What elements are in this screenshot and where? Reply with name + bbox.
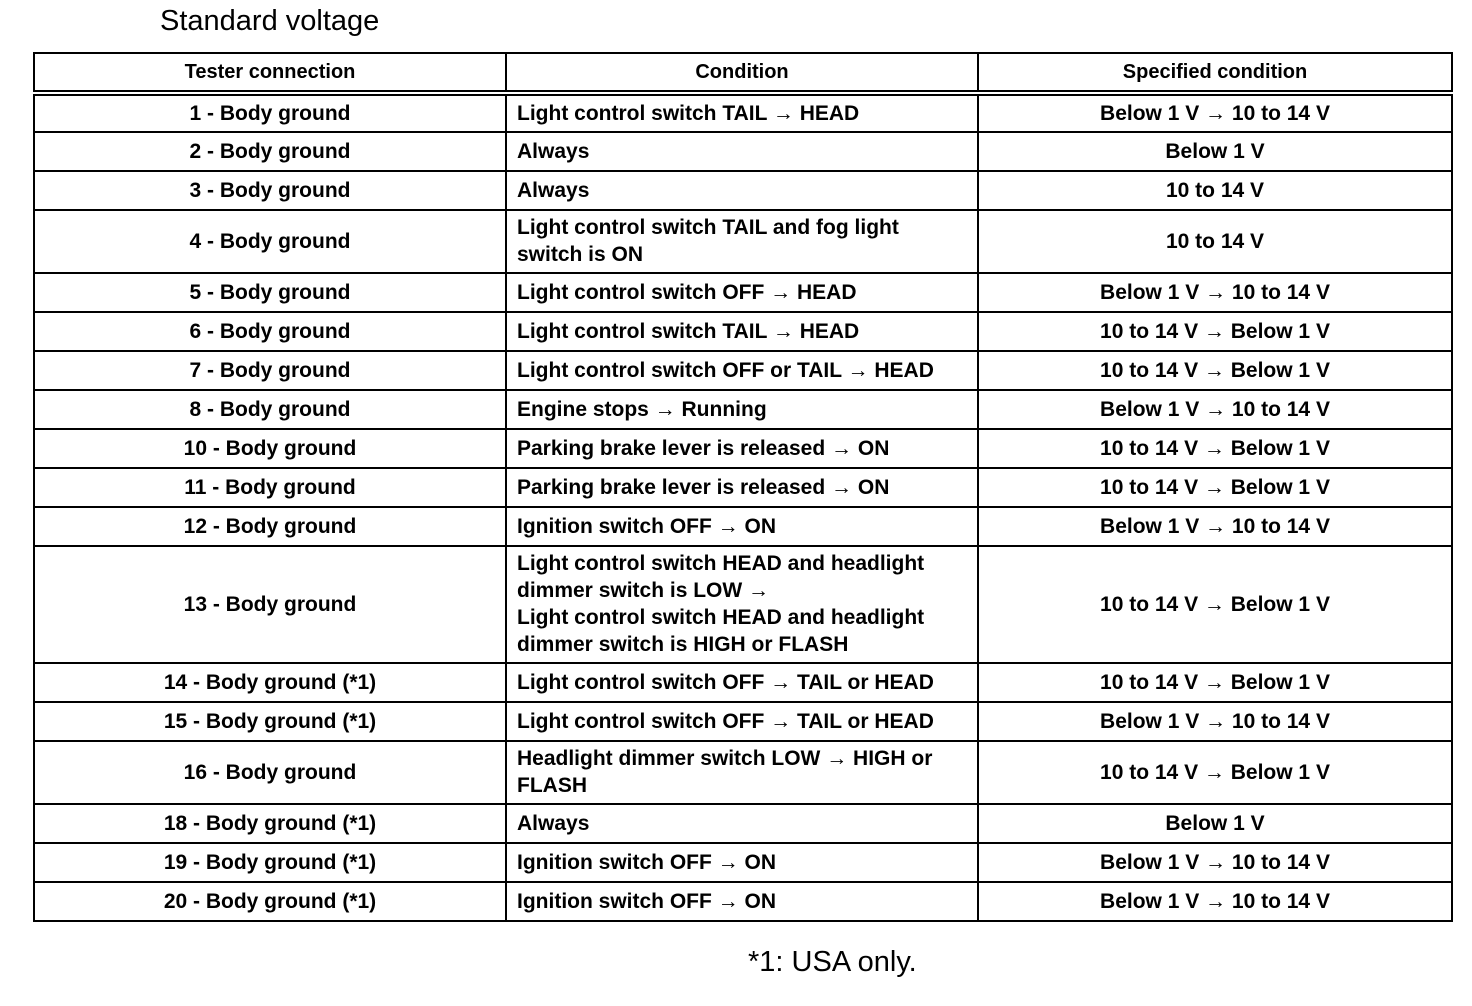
condition-text: Ignition switch OFF → ON: [517, 850, 776, 874]
specified-condition-cell: [978, 702, 1452, 741]
tester-connection-text: 14 - Body ground (*1): [163, 670, 377, 694]
tester-connection-cell: [34, 390, 506, 429]
tester-connection-text: 19 - Body ground (*1): [163, 850, 377, 874]
tester-connection-text: 6 - Body ground: [189, 319, 351, 343]
condition-text: Always: [517, 811, 590, 835]
tester-connection-cell: [34, 132, 506, 171]
standard-voltage-table: [33, 52, 1453, 922]
specified-condition-text: 10 to 14 V: [1165, 178, 1265, 202]
condition-text: Light control switch TAIL → HEAD: [517, 319, 860, 343]
condition-text: Parking brake lever is released → ON: [517, 475, 890, 499]
specified-condition-text: Below 1 V → 10 to 14 V: [1100, 709, 1330, 733]
condition-cell: [506, 390, 978, 429]
tester-connection-text: 12 - Body ground: [183, 514, 357, 538]
specified-condition-text: Below 1 V → 10 to 14 V: [1100, 889, 1330, 913]
condition-cell: [506, 273, 978, 312]
condition-cell: [506, 429, 978, 468]
specified-condition-text: 10 to 14 V → Below 1 V: [1100, 670, 1330, 694]
specified-condition-cell: [978, 663, 1452, 702]
specified-condition-cell: [978, 171, 1452, 210]
specified-condition-text: Below 1 V → 10 to 14 V: [1100, 850, 1330, 874]
specified-condition-text: 10 to 14 V → Below 1 V: [1100, 358, 1330, 382]
tester-connection-text: 10 - Body ground: [183, 436, 357, 460]
specified-condition-cell: [978, 312, 1452, 351]
condition-cell: [506, 312, 978, 351]
table-row: [34, 507, 1452, 546]
specified-condition-cell: [978, 429, 1452, 468]
specified-condition-text: 10 to 14 V → Below 1 V: [1100, 436, 1330, 460]
table-row: [34, 741, 1452, 804]
specified-condition-text: 10 to 14 V → Below 1 V: [1100, 592, 1330, 616]
specified-condition-text: 10 to 14 V → Below 1 V: [1100, 760, 1330, 784]
specified-condition-text: Below 1 V: [1165, 139, 1265, 163]
condition-text: Engine stops → Running: [517, 397, 767, 421]
specified-condition-cell: [978, 210, 1452, 273]
tester-connection-cell: [34, 507, 506, 546]
condition-cell: [506, 882, 978, 921]
page-title: Standard voltage: [160, 5, 380, 37]
tester-connection-text: 4 - Body ground: [189, 229, 351, 253]
table-row: [34, 351, 1452, 390]
specified-condition-text: 10 to 14 V → Below 1 V: [1100, 319, 1330, 343]
table-row: [34, 702, 1452, 741]
condition-text: Ignition switch OFF → ON: [517, 889, 776, 913]
tester-connection-text: 11 - Body ground: [184, 475, 356, 499]
condition-text: Light control switch HEAD and headlight dimmer switch is LOW → Light control switch HEAD and headlight dimmer switch is HIGH or FLASH: [517, 552, 925, 656]
table-row: [34, 429, 1452, 468]
table-row: [34, 132, 1452, 171]
tester-connection-cell: [34, 273, 506, 312]
table-body: [34, 93, 1452, 921]
condition-text: Headlight dimmer switch LOW → HIGH or FLASH: [517, 747, 933, 797]
tester-connection-cell: [34, 702, 506, 741]
table-row: [34, 804, 1452, 843]
specified-condition-cell: [978, 882, 1452, 921]
tester-connection-text: 16 - Body ground: [183, 760, 357, 784]
tester-connection-text: 1 - Body ground: [189, 101, 351, 125]
condition-text: Parking brake lever is released → ON: [517, 436, 890, 460]
specified-condition-cell: [978, 843, 1452, 882]
footnote: *1: USA only.: [748, 946, 917, 978]
condition-text: Light control switch OFF → TAIL or HEAD: [517, 709, 934, 733]
table-row: [34, 468, 1452, 507]
specified-condition-cell: [978, 741, 1452, 804]
specified-condition-cell: [978, 804, 1452, 843]
tester-connection-text: 5 - Body ground: [189, 280, 351, 304]
condition-text: Light control switch TAIL and fog light switch is ON: [517, 216, 899, 266]
header-condition: Condition: [506, 53, 978, 93]
table-row: [34, 882, 1452, 921]
condition-cell: [506, 702, 978, 741]
condition-cell: [506, 93, 978, 132]
table-row: [34, 312, 1452, 351]
tester-connection-text: 3 - Body ground: [189, 178, 351, 202]
tester-connection-cell: [34, 429, 506, 468]
specified-condition-text: Below 1 V → 10 to 14 V: [1100, 397, 1330, 421]
tester-connection-cell: [34, 663, 506, 702]
condition-cell: [506, 663, 978, 702]
header-tester-connection: Tester connection: [34, 53, 506, 93]
header-row: [34, 53, 1452, 93]
tester-connection-cell: [34, 312, 506, 351]
specified-condition-text: 10 to 14 V → Below 1 V: [1100, 475, 1330, 499]
tester-connection-cell: [34, 546, 506, 663]
specified-condition-text: Below 1 V → 10 to 14 V: [1100, 514, 1330, 538]
condition-text: Light control switch TAIL → HEAD: [517, 101, 860, 125]
condition-text: Light control switch OFF → TAIL or HEAD: [517, 670, 934, 694]
tester-connection-cell: [34, 882, 506, 921]
specified-condition-text: Below 1 V → 10 to 14 V: [1100, 101, 1330, 125]
tester-connection-cell: [34, 804, 506, 843]
table-row: [34, 210, 1452, 273]
tester-connection-cell: [34, 351, 506, 390]
specified-condition-cell: [978, 93, 1452, 132]
condition-cell: [506, 351, 978, 390]
specified-condition-cell: [978, 507, 1452, 546]
specified-condition-text: Below 1 V → 10 to 14 V: [1100, 280, 1330, 304]
tester-connection-text: 13 - Body ground: [183, 592, 357, 616]
table-row: [34, 390, 1452, 429]
table-row: [34, 843, 1452, 882]
tester-connection-text: 2 - Body ground: [189, 139, 351, 163]
condition-text: Always: [517, 139, 590, 163]
tester-connection-text: 15 - Body ground (*1): [163, 709, 377, 733]
specified-condition-cell: [978, 273, 1452, 312]
condition-text: Always: [517, 178, 590, 202]
condition-cell: [506, 741, 978, 804]
table-row: [34, 171, 1452, 210]
tester-connection-cell: [34, 843, 506, 882]
tester-connection-cell: [34, 468, 506, 507]
tester-connection-cell: [34, 210, 506, 273]
specified-condition-cell: [978, 390, 1452, 429]
specified-condition-cell: [978, 546, 1452, 663]
header-specified-condition: Specified condition: [978, 53, 1452, 93]
specified-condition-cell: [978, 132, 1452, 171]
table-row: [34, 273, 1452, 312]
tester-connection-cell: [34, 171, 506, 210]
condition-text: Ignition switch OFF → ON: [517, 514, 776, 538]
tester-connection-text: 18 - Body ground (*1): [163, 811, 377, 835]
condition-cell: [506, 546, 978, 663]
condition-cell: [506, 171, 978, 210]
condition-text: Light control switch OFF → HEAD: [517, 280, 857, 304]
condition-cell: [506, 468, 978, 507]
specified-condition-cell: [978, 468, 1452, 507]
tester-connection-text: 7 - Body ground: [189, 358, 351, 382]
condition-cell: [506, 804, 978, 843]
tester-connection-text: 20 - Body ground (*1): [163, 889, 377, 913]
condition-cell: [506, 843, 978, 882]
specified-condition-text: Below 1 V: [1165, 811, 1265, 835]
condition-cell: [506, 132, 978, 171]
condition-cell: [506, 210, 978, 273]
tester-connection-cell: [34, 93, 506, 132]
condition-cell: [506, 507, 978, 546]
table-row: [34, 663, 1452, 702]
table-row: [34, 546, 1452, 663]
condition-text: Light control switch OFF or TAIL → HEAD: [517, 358, 934, 382]
tester-connection-text: 8 - Body ground: [189, 397, 351, 421]
specified-condition-cell: [978, 351, 1452, 390]
specified-condition-text: 10 to 14 V: [1165, 229, 1265, 253]
table-header: [34, 53, 1452, 93]
tester-connection-cell: [34, 741, 506, 804]
table-row: [34, 93, 1452, 132]
